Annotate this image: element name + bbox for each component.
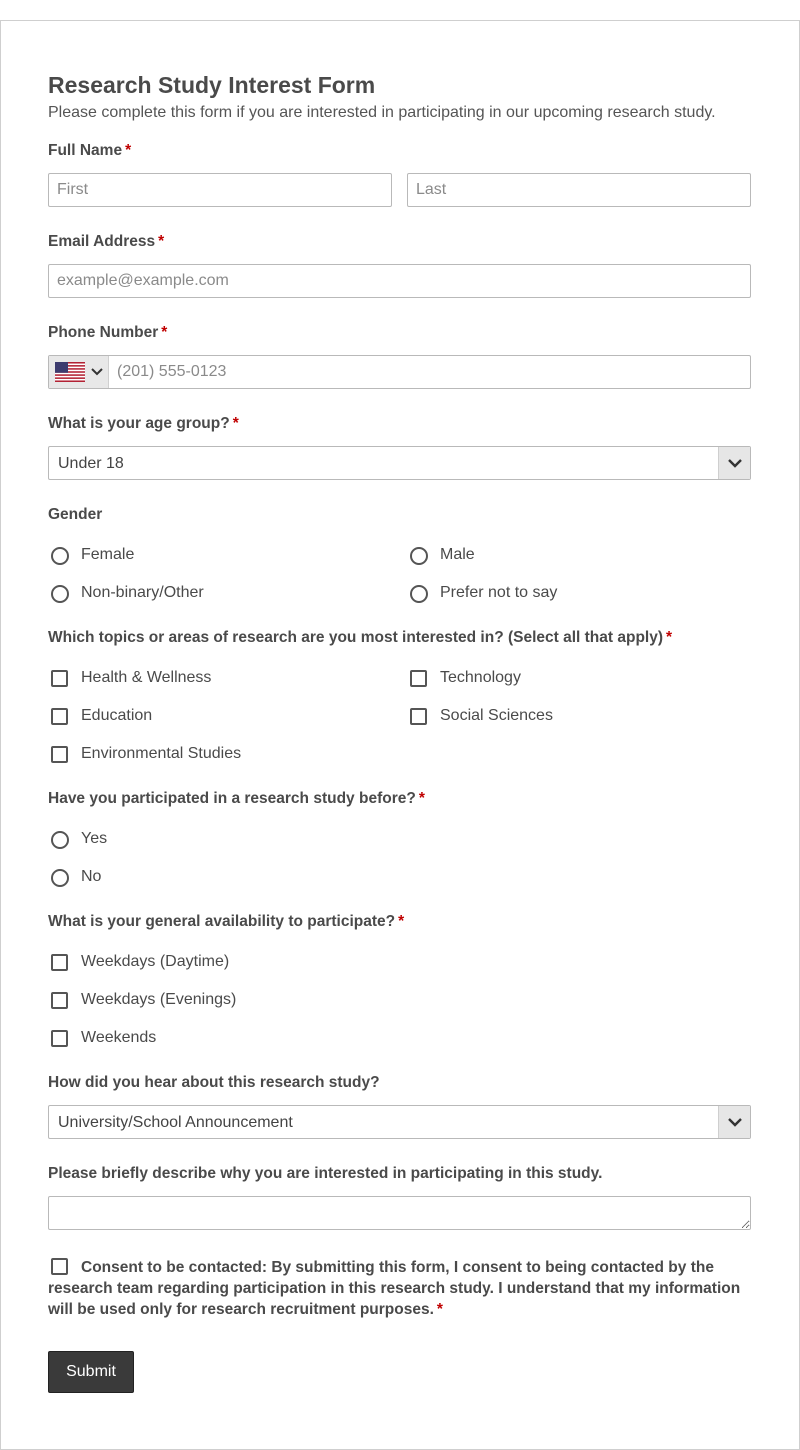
option-label: Yes [81, 830, 108, 847]
phone-label: Phone Number * [48, 324, 168, 341]
heard-about-label: How did you hear about this research study? [48, 1074, 380, 1091]
option-label: Non-binary/Other [81, 584, 204, 601]
required-marker: * [398, 913, 405, 930]
age-group-label: What is your age group? * [48, 415, 239, 432]
first-name-input[interactable] [48, 173, 392, 207]
gender-female-radio[interactable] [51, 547, 69, 565]
age-group-selected: Under 18 [58, 455, 124, 472]
topic-health-checkbox[interactable] [51, 670, 68, 687]
chevron-down-icon [728, 1118, 742, 1127]
full-name-label: Full Name * [48, 142, 132, 159]
option-label: Weekends [81, 1029, 157, 1046]
required-marker: * [666, 629, 673, 646]
option-label: Technology [440, 669, 521, 686]
heard-about-selected: University/School Announcement [58, 1114, 293, 1131]
option-label: Social Sciences [440, 707, 553, 724]
availability-label: What is your general availability to participate? * [48, 913, 405, 930]
availability-weekdays-evenings-checkbox[interactable] [51, 992, 68, 1009]
heard-about-select[interactable] [48, 1105, 751, 1139]
required-marker: * [158, 233, 165, 250]
country-code-select[interactable] [49, 356, 109, 388]
option-label: Weekdays (Evenings) [81, 991, 237, 1008]
option-label: Environmental Studies [81, 745, 242, 762]
reason-textarea[interactable] [48, 1196, 751, 1230]
option-label: Weekdays (Daytime) [81, 953, 230, 970]
gender-nonbinary-radio[interactable] [51, 585, 69, 603]
option-label: Female [81, 546, 135, 563]
availability-weekdays-daytime-checkbox[interactable] [51, 954, 68, 971]
topic-education-checkbox[interactable] [51, 708, 68, 725]
required-marker: * [161, 324, 168, 341]
gender-prefer-not-radio[interactable] [410, 585, 428, 603]
age-group-select[interactable] [48, 446, 751, 480]
phone-field [48, 355, 751, 389]
gender-male-radio[interactable] [410, 547, 428, 565]
topic-environmental-checkbox[interactable] [51, 746, 68, 763]
option-label: Education [81, 707, 153, 724]
reason-label: Please briefly describe why you are interested in participating in this study. [48, 1165, 603, 1182]
submit-button[interactable]: Submit [48, 1351, 134, 1393]
option-label: No [81, 868, 102, 885]
dropdown-button[interactable] [718, 447, 750, 479]
phone-input[interactable] [109, 356, 750, 388]
gender-label: Gender [48, 506, 103, 523]
consent-text: Consent to be contacted: By submitting this form, I consent to being contacted by the research team regarding participation in this research study. I understand that my information will be used only for research recruitment purposes. * [48, 1259, 741, 1318]
dropdown-button[interactable] [718, 1106, 750, 1138]
topics-label: Which topics or areas of research are you most interested in? (Select all that apply) * [48, 629, 673, 646]
required-marker: * [418, 790, 425, 807]
us-flag-icon [55, 362, 85, 382]
topic-social-sciences-checkbox[interactable] [410, 708, 427, 725]
participated-yes-radio[interactable] [51, 831, 69, 849]
email-field[interactable] [48, 264, 751, 298]
chevron-down-icon [91, 368, 103, 376]
email-label: Email Address * [48, 233, 165, 250]
required-marker: * [125, 142, 132, 159]
participated-label: Have you participated in a research study before? * [48, 790, 425, 807]
option-label: Male [440, 546, 475, 563]
availability-weekends-checkbox[interactable] [51, 1030, 68, 1047]
required-marker: * [232, 415, 239, 432]
option-label: Prefer not to say [440, 584, 558, 601]
topic-technology-checkbox[interactable] [410, 670, 427, 687]
participated-no-radio[interactable] [51, 869, 69, 887]
form-title: Research Study Interest Form [48, 72, 376, 98]
form-subtitle: Please complete this form if you are interested in participating in our upcoming research study. [48, 104, 716, 121]
option-label: Health & Wellness [81, 669, 212, 686]
required-marker: * [436, 1301, 443, 1318]
last-name-input[interactable] [407, 173, 751, 207]
chevron-down-icon [728, 459, 742, 468]
